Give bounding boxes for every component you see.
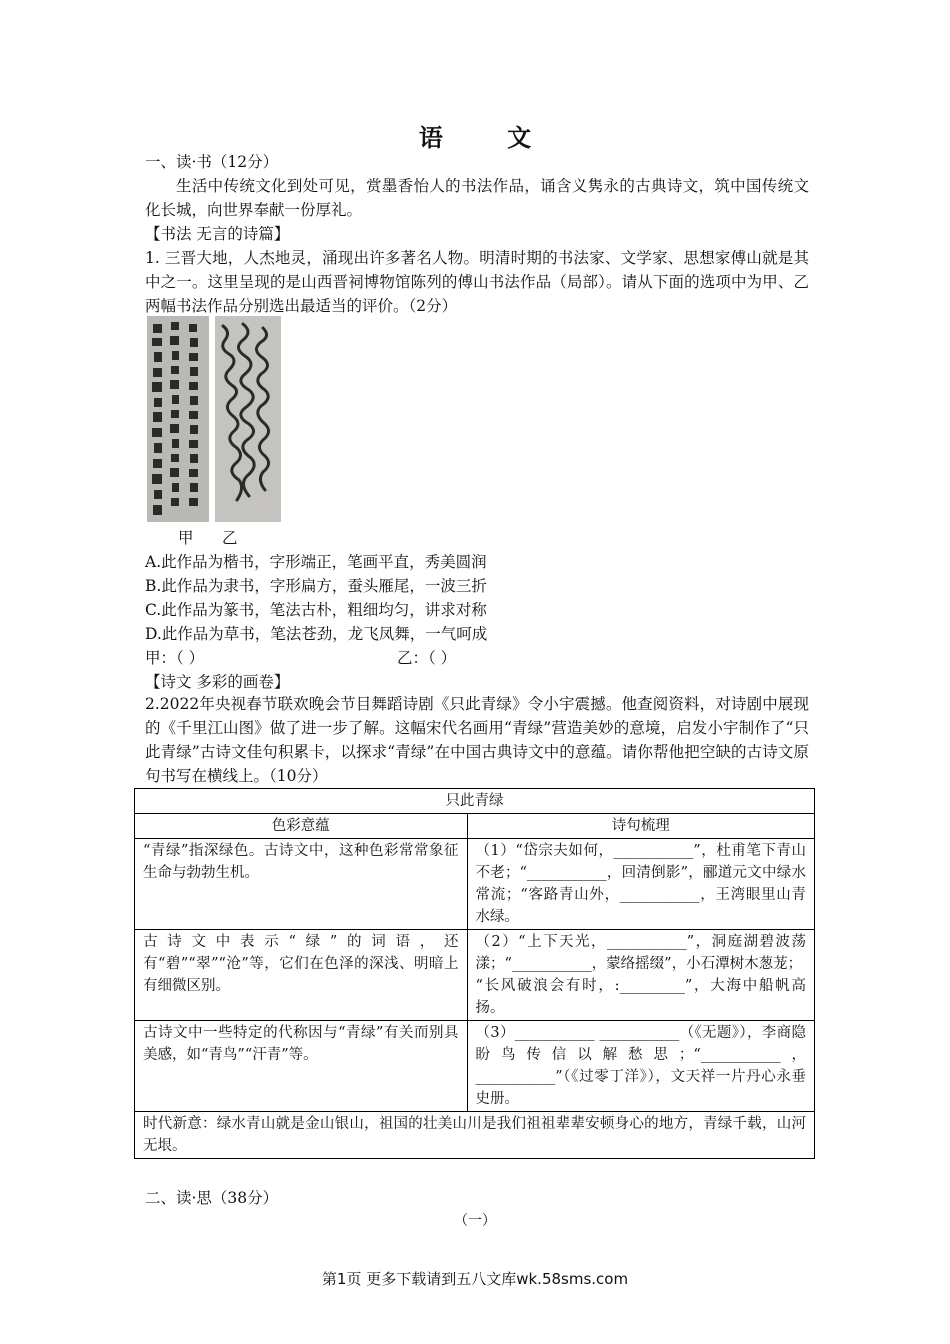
section2-sub: （一） [454, 1213, 496, 1229]
table-row [135, 1021, 815, 1112]
table-cell-verses: （3）___________ ___________（《无题》），李商隐盼鸟传信以解愁思；“___________，___________”（《过零丁洋》），文天祥一片丹心永垂史册。 [467, 1021, 814, 1112]
option-c: C.此作品为篆书，笔法古朴，粗细均匀，讲求对称 [145, 601, 487, 619]
table-header-meaning: 色彩意蕴 [135, 814, 468, 839]
table-cell-verses [467, 930, 814, 1021]
table-footer-note: 时代新意：绿水青山就是金山银山，祖国的壮美山川是我们祖祖辈辈安顿身心的地方，青绿千载，山河无垠。 [135, 1112, 815, 1159]
page-title: 语 文 [418, 123, 560, 152]
image-label-a: 甲 [178, 529, 194, 547]
section1-heading: 一、读·书（12分） [145, 153, 279, 171]
table-header-verses: 诗句梳理 [467, 814, 814, 839]
option-d: D.此作品为草书，笔法苍劲，龙飞凤舞，一气呵成 [145, 625, 488, 643]
verse-line: （2）“上下天光，___________”，洞庭湖碧波荡漾；“___________，蒙络摇缀”，小石潭树木葱茏； [475, 934, 806, 972]
question-1: 1. 三晋大地，人杰地灵，涌现出许多著名人物。明清时期的书法家、文学家、思想家傅山就是其中之一。这里呈现的是山西晋祠博物馆陈列的傅山书法作品（局部）。请从下面的选项中为甲、乙两幅书法作品分别选出最适当的评价。（2分） [145, 249, 809, 315]
table-cell-verses: （1）“岱宗夫如何，___________”，杜甫笔下青山不老；“___________，回清倒影”，郦道元文中绿水常流；“客路青山外，___________，王湾眼里山青水绿。 [467, 839, 814, 930]
table-caption: 只此青绿 [135, 789, 815, 814]
table-cell-meaning: “青绿”指深绿色。古诗文中，这种色彩常常象征生命与勃勃生机。 [135, 839, 468, 930]
page-footer: 第1页 更多下载请到五八文库wk.58sms.com [321, 1270, 629, 1288]
verse-line: “长风破浪会有时，:_________”，大海中船帆高扬。 [475, 978, 806, 1016]
answer-b: 乙：（ ） [397, 649, 457, 667]
table-cell-meaning: 古诗文中一些特定的代称因与“青绿”有关而别具美感，如“青鸟”“汗青”等。 [135, 1021, 468, 1112]
section1-intro: 生活中传统文化到处可见，赏墨香怡人的书法作品，诵含义隽永的古典诗文，筑中国传统文化长城，向世界奉献一份厚礼。 [145, 177, 809, 219]
table-cell-meaning: 古诗文中表示“绿”的词语，还有“碧”“翠”“沧”等，它们在色泽的深浅、明暗上有细微区别。 [135, 930, 468, 1021]
option-a: A.此作品为楷书，字形端正，笔画平直，秀美圆润 [145, 553, 487, 571]
poetry-table [134, 788, 815, 1159]
calligraphy-image [147, 316, 281, 522]
option-b: B.此作品为隶书，字形扁方，蚕头雁尾，一波三折 [145, 577, 487, 595]
table-row [135, 930, 815, 1021]
section2-heading: 二、读·思（38分） [145, 1189, 279, 1207]
subsection-calligraphy: 【书法 无言的诗篇】 [145, 225, 290, 243]
table-row [135, 839, 815, 930]
image-label-b: 乙 [222, 529, 238, 547]
subsection-poetry: 【诗文 多彩的画卷】 [145, 673, 290, 691]
question-2: 2.2022年央视春节联欢晚会节目舞蹈诗剧《只此青绿》令小宇震撼。他查阅资料，对诗剧中展现的《千里江山图》做了进一步了解。这幅宋代名画用“青绿”营造美妙的意境，启发小宇制作了“只此青绿”古诗文佳句积累卡，以探求“青绿”在中国古典诗文中的意蕴。请你帮他把空缺的古诗文原句书写在横线上。（10分） [145, 695, 809, 785]
answer-a: 甲：（ ） [145, 649, 205, 667]
